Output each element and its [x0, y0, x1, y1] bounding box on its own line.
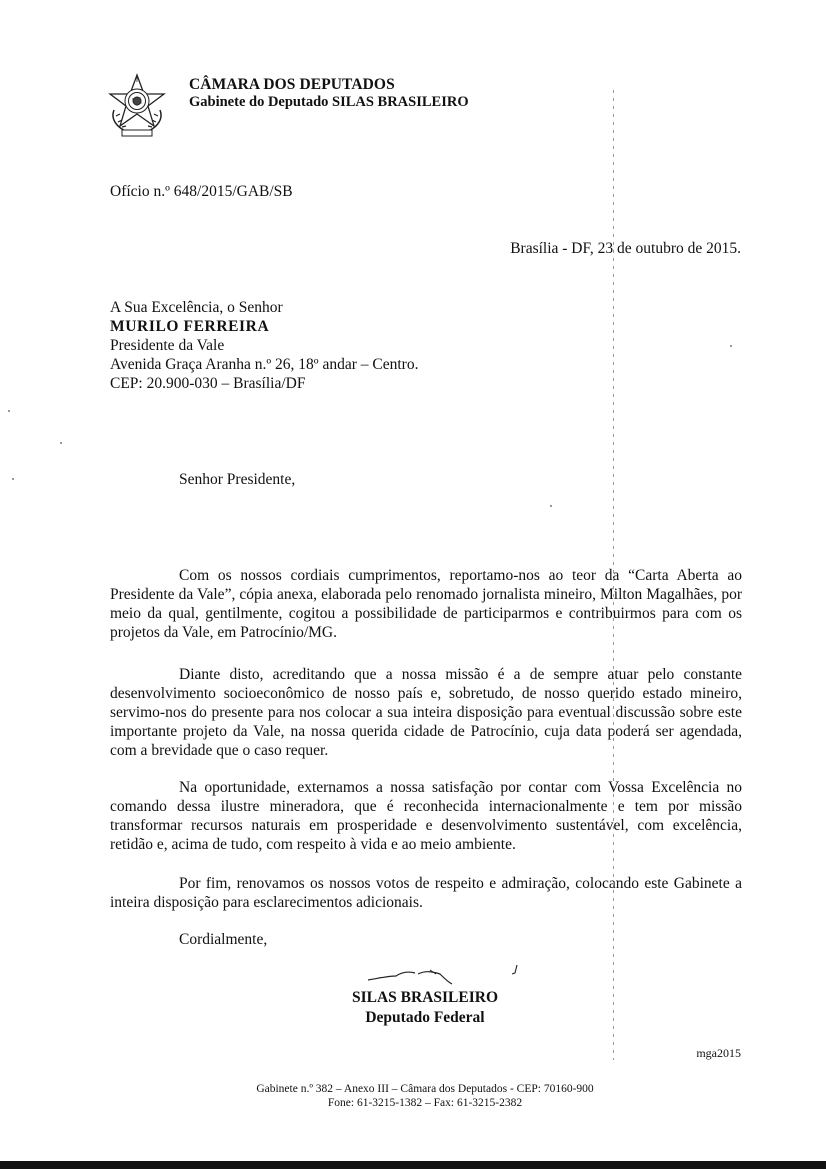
footer	[0, 1082, 826, 1110]
scan-speck	[12, 478, 14, 480]
signatory-name: SILAS BRASILEIRO	[351, 989, 499, 1006]
footer-phone: Fone: 61-3215-1382 – Fax: 61-3215-2382	[327, 1097, 523, 1109]
body-paragraph-3: Na oportunidade, externamos a nossa satisfação por contar com Vossa Excelência no comando dessa ilustre mineradora, que é reconhecida internacionalmente e tem por missão transformar recursos naturais em prosperidade e desenvolvimento sustentável, com excelência, retidão e, acima de tudo, com respeito à vida e ao meio ambiente.	[110, 779, 742, 853]
scan-speck	[730, 345, 732, 347]
scan-speck	[60, 442, 62, 444]
coat-of-arms-emblem	[104, 72, 170, 140]
scan-speck	[550, 505, 552, 507]
scan-bottom-border	[0, 1161, 826, 1169]
recipient-title: Presidente da Vale	[110, 337, 225, 354]
recipient-block	[110, 298, 418, 393]
signature-mark	[510, 963, 520, 977]
date-line: Brasília - DF, 23 de outubro de 2015.	[510, 240, 741, 257]
recipient-name: MURILO FERREIRA	[110, 318, 270, 335]
recipient-address: Avenida Graça Aranha n.º 26, 18º andar – Centro.	[110, 356, 419, 373]
scan-speck	[8, 410, 10, 412]
scan-fold-line	[612, 90, 615, 1060]
recipient-postal: CEP: 20.900-030 – Brasília/DF	[110, 375, 306, 392]
institution-heading: CÂMARA DOS DEPUTADOS	[189, 76, 395, 93]
office-heading: Gabinete do Deputado SILAS BRASILEIRO	[189, 94, 469, 110]
handwritten-signature	[360, 962, 460, 988]
footer-address: Gabinete n.º 382 – Anexo III – Câmara dos Deputados - CEP: 70160-900	[256, 1083, 594, 1095]
closing-line: Cordialmente,	[179, 931, 268, 948]
document-code: mga2015	[696, 1046, 741, 1060]
body-paragraph-4: Por fim, renovamos os nossos votos de respeito e admiração, colocando este Gabinete a inteira disposição para esclarecimentos adicionais.	[110, 875, 742, 911]
body-paragraph-2: Diante disto, acreditando que a nossa missão é a de sempre atuar pelo constante desenvolvimento socioeconômico de nosso país e, sobretudo, de nosso querido estado mineiro, servimo-nos do presente para nos colocar a sua inteira disposição para eventual discussão sobre este importante projeto da Vale, na nossa querida cidade de Patrocínio, cuja data poderá ser agendada, com a brevidade que o caso requer.	[110, 666, 742, 759]
signatory-role: Deputado Federal	[365, 1009, 485, 1026]
document-reference: Ofício n.º 648/2015/GAB/SB	[110, 183, 293, 200]
greeting: Senhor Presidente,	[179, 471, 296, 488]
recipient-salutation: A Sua Excelência, o Senhor	[110, 299, 283, 316]
body-paragraph-1: Com os nossos cordiais cumprimentos, reportamo-nos ao teor da “Carta Aberta ao Presidente da Vale”, cópia anexa, elaborada pelo renomado jornalista mineiro, Milton Magalhães, por meio da qual, gentilmente, cogitou a possibilidade de participarmos e contribuirmos para com os projetos da Vale, em Patrocínio/MG.	[110, 567, 742, 641]
